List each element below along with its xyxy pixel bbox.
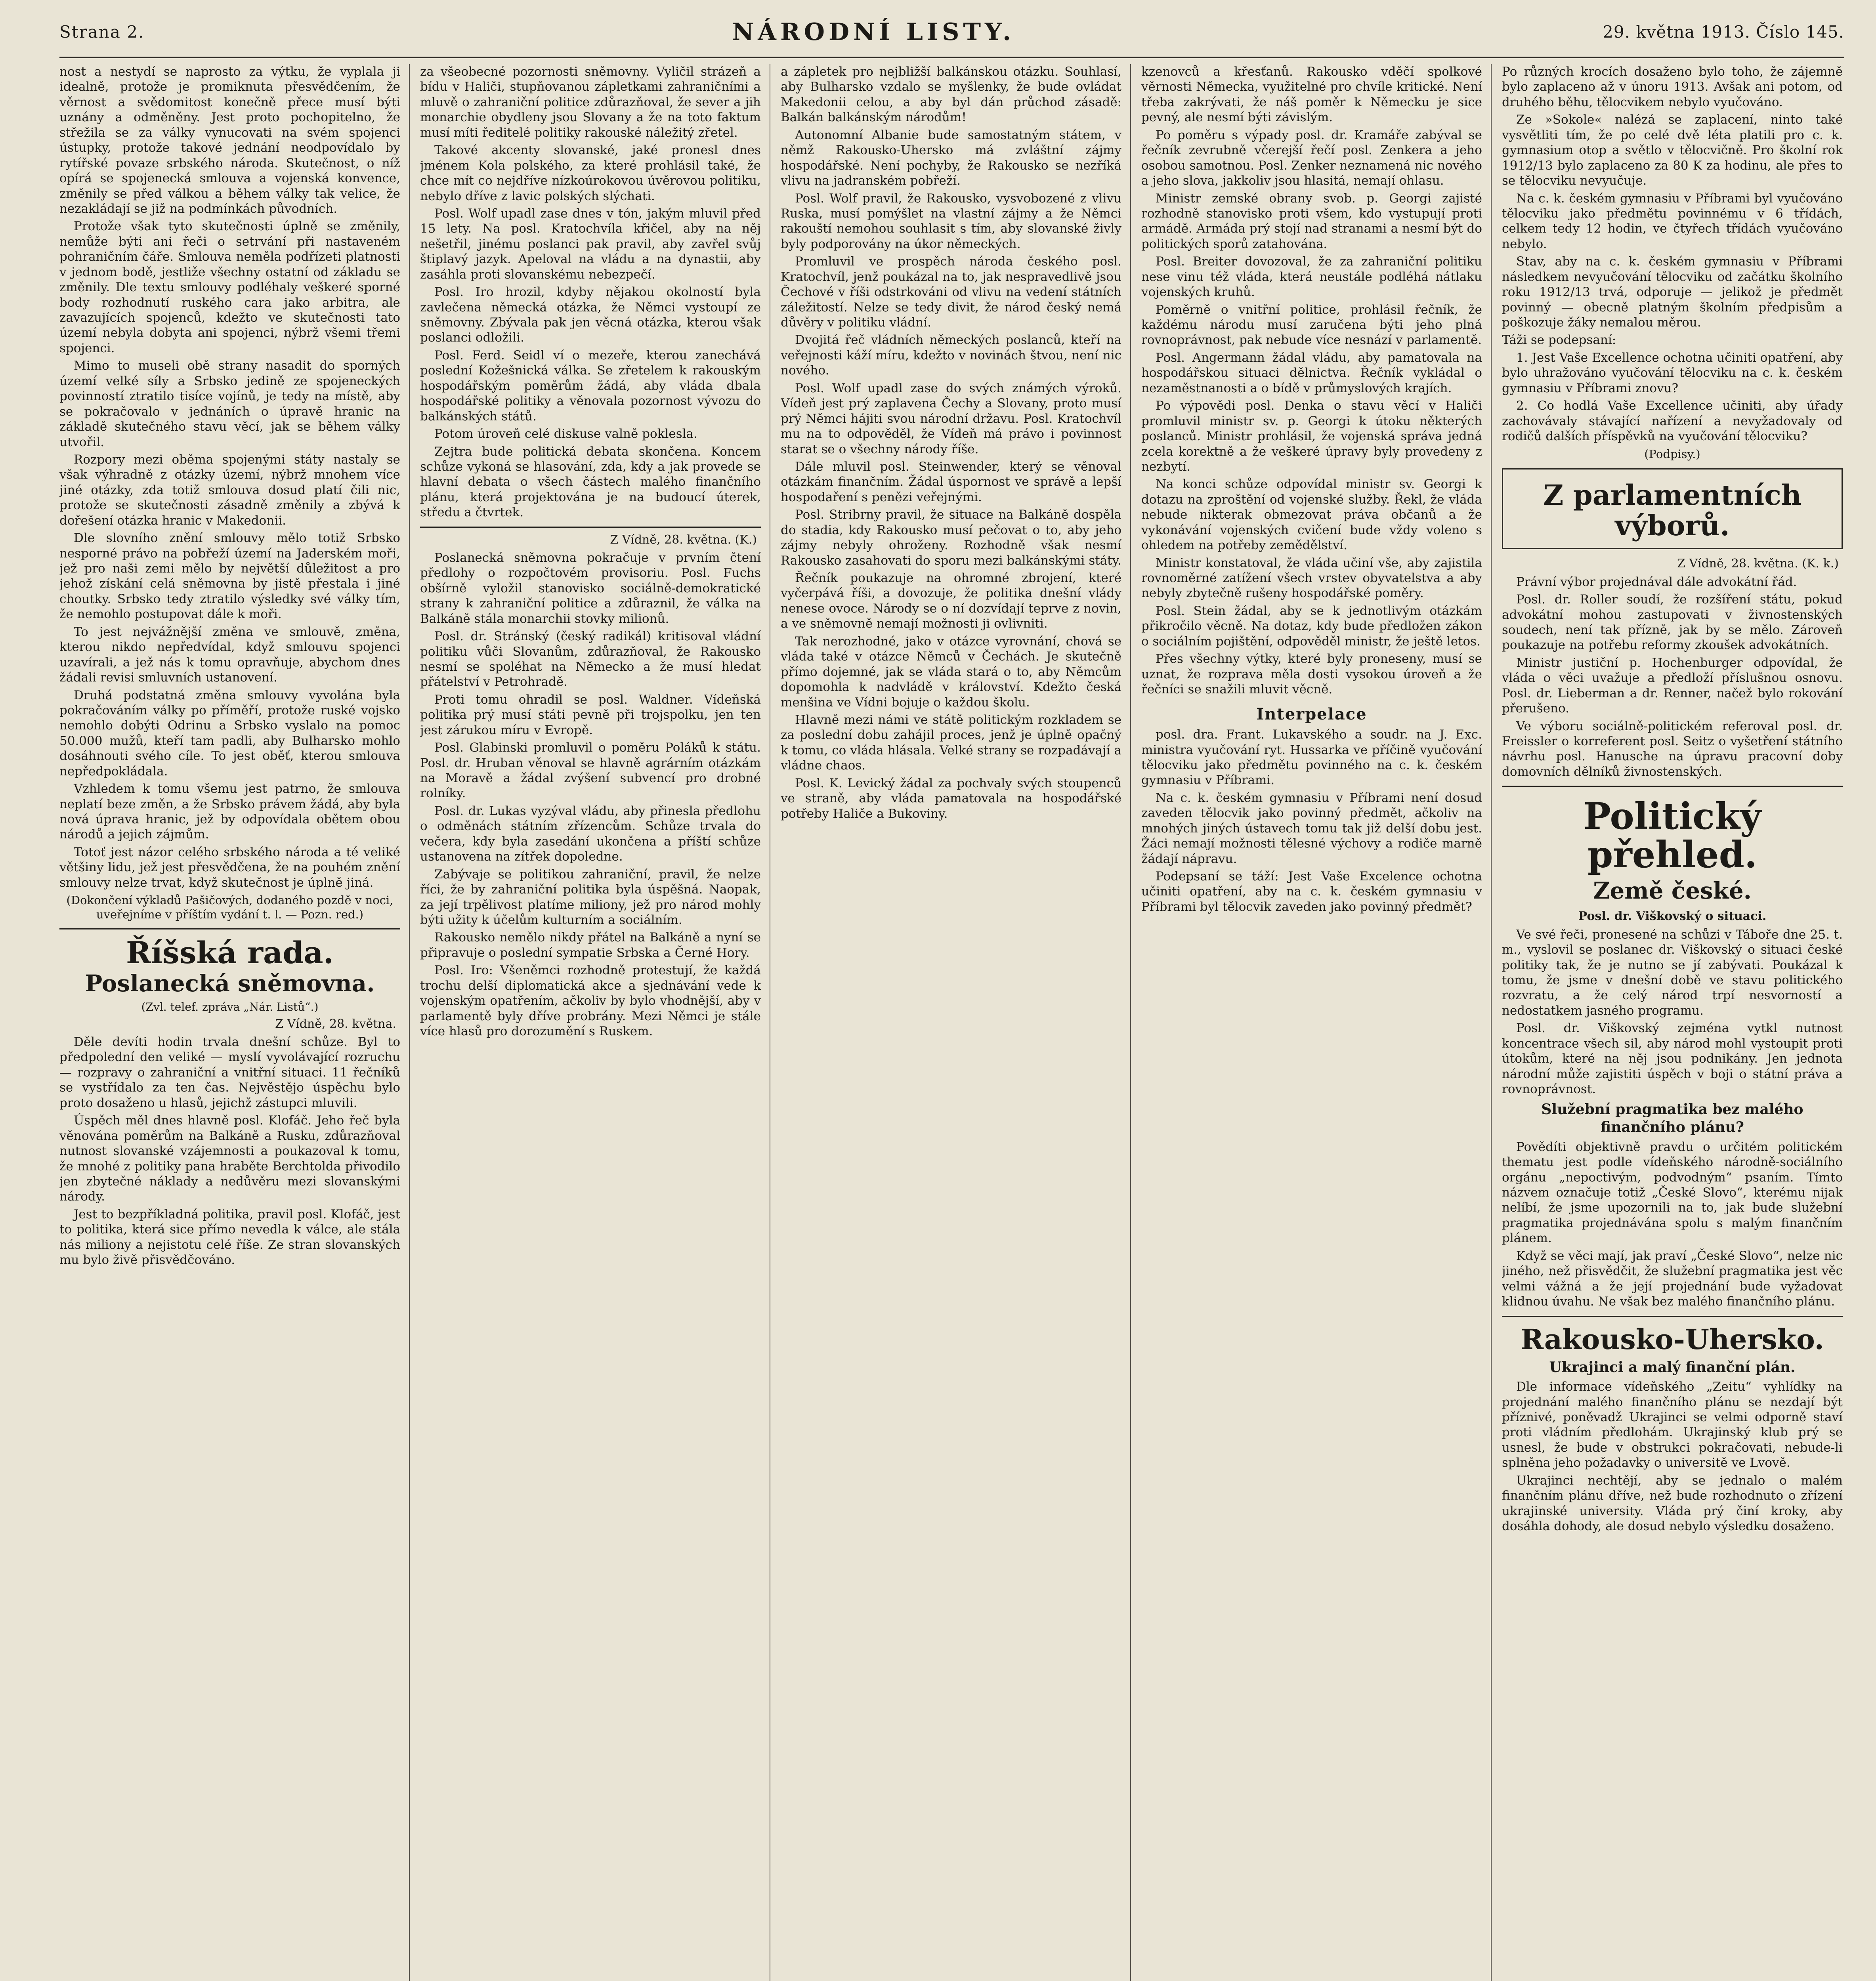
article-paragraph: Druhá podstatná změna smlouvy vyvolána byla pokračováním války po příměří, protože ruské vojsko nemohlo dobýti Odrinu a Srbsko vyslalo na pomoc 50.000 mužů, kteří tam padli, aby Bulharsko mohlo dosáhnouti svého cíle. To jest oběť, kterou smlouva nepředpokládala.	[59, 688, 400, 779]
article-paragraph: Protože však tyto skutečnosti úplně se změnily, nemůže býti ani řeči o setrvání při nastaveném pohraničním čáře. Smlouva neměla podřízeti platnosti v jednom bodě, jestliže všechny ostatní od základu se změnily. Dle textu smlouvy podléhaly veškeré sporné body rozhodnutí ruského cara jako arbitra, ale zavazujících spojenců, kdežto ve skutečnosti tato území nebyla dobyta ani spojenci, nýbrž všemi třemi spojenci.	[59, 219, 400, 355]
article-paragraph: Hlavně mezi námi ve státě politickým rozkladem se za poslední dobu zahájil proces, jenž je úplně opačný k tomu, co vláda hlásala. Velké strany se rozpadávají a vládne chaos.	[781, 712, 1121, 773]
dateline: Z Vídně, 28. května. (K. k.)	[1677, 557, 1839, 571]
column-2	[420, 64, 770, 1981]
article-paragraph: Stav, aby na c. k. českém gymnasiu v Příbrami následkem nevyučování tělocviku od začátku školního roku 1912/13 trvá, odporuje — jelikož je předmět povinný — obecně platným školním předpisům a poškozuje žáky nemalou měrou.	[1502, 254, 1843, 330]
article-paragraph: Posl. K. Levický žádal za pochvaly svých stoupenců ve straně, aby vláda pamatovala na hospodářské potřeby Haliče a Bukoviny.	[781, 776, 1121, 821]
article-paragraph: Takové akcenty slovanské, jaké pronesl dnes jménem Kola polského, za které prohlásil také, že chce mít co nejdříve nízkoúrokovou úvěrovou politiku, nebylo dříve z lavic polských slýchati.	[420, 143, 761, 203]
article-title: Služební pragmatika bez malého finančního plánu?	[1541, 1101, 1803, 1136]
article-paragraph: Po poměru s výpady posl. dr. Kramáře zabýval se řečník zevrubně včerejší řečí posl. Zenkera a jeho osobou samotnou. Posl. Zenker neznamená nic nového a jeho slova, jakkoliv jsou hlasitá, nemají ohlasu.	[1141, 128, 1482, 188]
masthead	[59, 7, 1844, 58]
article-paragraph: Posl. Iro: Všeněmci rozhodně protestují, že každá trochu delší diplomatická akce a sjednávání vede k vojenským opatřením, ačkoliv by bylo vhodnější, aby v parlamentě byly dříve probrány. Mezi Němci je stále více hlasů pro dorozumění s Ruskem.	[420, 963, 761, 1038]
article-paragraph: Zabývaje se politikou zahraniční, pravil, že nelze říci, že by zahraniční politika byla úspěšná. Naopak, za její trpělivost platíme miliony, jež pro národ mohly býti užity k účelům kulturním a sociálním.	[420, 867, 761, 927]
article-paragraph: Jest to bezpříkladná politika, pravil posl. Klofáč, jest to politika, která sice přímo nevedla k válce, ale stála nás miliony a nejistotu celé říše. Ze stran slovanských mu bylo živě přisvědčováno.	[59, 1207, 400, 1267]
editor-note: (Dokončení výkladů Pašičových, dodaného pozdě v noci, uveřejníme v příštím vydání t. l. — Pozn. red.)	[66, 893, 394, 922]
article-paragraph: Ministr justiční p. Hochenburger odpovídal, že vláda o věci uvažuje a předloží příslušnou osnovu. Posl. dr. Lieberman a dr. Renner, načež bylo rokování přerušeno.	[1502, 655, 1843, 716]
page-number: Strana 2.	[59, 22, 145, 42]
newspaper-title: NÁRODNÍ LISTY.	[732, 18, 1015, 46]
article-paragraph: Na c. k. českém gymnasiu v Příbrami byl vyučováno tělocviku jako předmětu povinnému v 6 třídách, celkem tedy 12 hodin, ve čtyřech třídách vyučováno nebylo.	[1502, 191, 1843, 251]
article-paragraph: Posl. Iro hrozil, kdyby nějakou okolností byla zavlečena německá otázka, že Němci vystoupí ze sněmovny. Zbývala pak jen věcná otázka, kterou však poslanci odložili.	[420, 285, 761, 345]
divider	[420, 527, 761, 528]
columns	[59, 64, 1843, 1981]
article-paragraph: Posl. dr. Roller soudí, že rozšíření státu, pokud advokátní mohou zastupovati v živnostenských soudech, není tak přízně, jak by se mělo. Zároveň poukazuje na potřebu reformy zkoušek advokátních.	[1502, 592, 1843, 653]
article-paragraph: za všeobecné pozornosti sněmovny. Vyličil strázeň a bídu v Haliči, stupňovanou zápletkami zahraničními a mluvě o zahraniční politice zdůrazňoval, že sever a jih monarchie obydleny jsou Slovany a že na toto faktum musí míti ředitelé politiky rakouské náležitý zřetel.	[420, 65, 761, 140]
section-heading-risska-rada: Říšská rada.	[126, 935, 334, 971]
issue-date: 29. května 1913. Číslo 145.	[1603, 22, 1844, 42]
section-heading-parlamentni-vybory: Z parlamentních výborů.	[1543, 479, 1801, 542]
article-paragraph: Totoť jest názor celého srbského národa a té veliké většiny lidu, jež jest přesvědčena, že na pouhém znění smlouvy nelze trvat, když skutečnost je úplně jiná.	[59, 845, 400, 890]
signatures-note: (Podpisy.)	[1644, 447, 1700, 461]
section-heading-interpelace: Interpelace	[1256, 704, 1367, 723]
article-title: Posl. dr. Viškovský o situaci.	[1578, 909, 1767, 924]
article-paragraph: Povědíti objektivně pravdu o určitém politickém thematu jest podle vídeňského národně-sociálního orgánu „nepoctivým, podvodným“ psaním. Tímto názvem označuje totiž „České Slovo“, kterému nijak nelíbí, že jsme upozornili na to, jak bude služební pragmatika projednávána spolu s malým finančním plánem.	[1502, 1139, 1843, 1246]
article-paragraph: To jest nejvážnější změna ve smlouvě, změna, kterou nikdo nepředvídal, když smlouvu spojenci uzavírali, a jež nás k tomu opravňuje, abychom dnes žádali revisi smluvních ustanovení.	[59, 624, 400, 685]
article-paragraph: a zápletek pro nejbližší balkánskou otázku. Souhlasí, aby Bulharsko vzdalo se myšlenky, že bude ovládat Makedonii celou, a aby byl dán průchod zásadě: Balkán balkánským národům!	[781, 65, 1121, 125]
column-3	[781, 64, 1131, 1981]
article-paragraph: Posl. Wolf upadl zase do svých známých výroků. Vídeň jest prý zaplavena Čechy a Slovany, proto musí prý Němci hájiti svou národní državu. Posl. Kratochvíl mu na to odpověděl, že Vídeň má právo i povinnost starat se o všechny národy říše.	[781, 381, 1121, 456]
article-paragraph: Posl. Wolf upadl zase dnes v tón, jakým mluvil před 15 lety. Na posl. Kratochvíla křičel, aby na něj nešetřil, jinému poslanci pak pravil, aby zavřel svůj štiplavý jazyk. Apeloval na vládu a na dynastii, aby zasáhla proti slovanskému nebezpečí.	[420, 206, 761, 282]
article-paragraph: 1. Jest Vaše Excellence ochotna učiniti opatření, aby bylo uhražováno vyučování tělocviku na c. k. českém gymnasiu v Příbrami znovu?	[1502, 350, 1843, 395]
article-paragraph: nost a nestydí se naprosto za výtku, že vyplala ji idealně, protože je promiknuta přesvědčením, že věrnost a svědomitost konečně přece musí býti uznány a odměněny. Jest proto pochopitelno, že střežila se za války vynucovati na svém spojenci ústupky, protože takové jednání neodpovídalo by rytířské povaze srbského národa. Skutečnost, o níž opírá se spojenecká smlouva a vojenská konvence, změnily se před válkou a během války tak velice, že nezakládají se již na podmínkách původních.	[59, 65, 400, 216]
article-paragraph: Dle slovního znění smlouvy mělo totiž Srbsko nesporné právo na pobřeží území na Jaderském moři, jež pro naši zemi mělo by největší důležitost a pro jehož získání celá sněmovna by jistě přestala i jiné choutky. Srbsko tedy ztratilo výsledky své války tím, že nemohlo postupovat dále k moři.	[59, 531, 400, 622]
article-paragraph: Po různých krocích dosaženo bylo toho, že zájemně bylo zaplaceno až v únoru 1913. Avšak ani potom, od druhého běhu, tělocvikem nebylo vyučováno.	[1502, 65, 1843, 109]
article-paragraph: kzenovců a křesťanů. Rakousko vděčí spolkové věrnosti Německa, využitelné pro chvíle kritické. Není třeba zakrývati, že náš poměr k Německu je sice pevný, ale nesmí býti závislým.	[1141, 65, 1482, 125]
article-paragraph: Ze »Sokole« nalézá se zaplacení, ninto také vysvětliti tím, že po celé dvě léta platili pro c. k. gymnasium otop a světlo v tělocvičně. Pro školní rok 1912/13 bylo zaplaceno za 80 K za hodinu, ale přes to se tělocviku nevyučuje.	[1502, 113, 1843, 188]
article-paragraph: Proti tomu ohradil se posl. Waldner. Vídeňská politika prý musí státi pevně při trojspolku, jen ten jest zárukou míru v Evropě.	[420, 692, 761, 737]
article-paragraph: Na c. k. českém gymnasiu v Příbrami není dosud zaveden tělocvik jako povinný předmět, ačkoliv na mnohých jiných ústavech tomu tak již delší dobu jest. Žáci nemají možnosti tělesné výchovy a rodiče marně žádají nápravu.	[1141, 790, 1482, 866]
article-paragraph: Po výpovědi posl. Denka o stavu věcí v Haliči promluvil ministr sv. p. Georgi k útoku některých poslanců. Ministr prohlásil, že vojenská správa jedná zcela korektně a že veškeré úpravy byly provedeny z nezbytí.	[1141, 399, 1482, 474]
article-paragraph: posl. dra. Frant. Lukavského a soudr. na J. Exc. ministra vyučování ryt. Hussarka ve příčině vyučování tělocviku jako předmětu povinného na c. k. českém gymnasiu v Příbrami.	[1141, 727, 1482, 788]
article-paragraph: Když se věci mají, jak praví „České Slovo“, nelze nic jiného, než přisvědčit, že služební pragmatika jest věc velmi vážná a že její projednání bude vyžadovat klidnou úvahu. Ne však bez malého finančního plánu.	[1502, 1248, 1843, 1309]
article-paragraph: Rozpory mezi oběma spojenými státy nastaly se však výhradně z otázky území, nýbrž mnohem více jiné otázky, zda totiž smlouva dosud platí čili nic, protože se skutečnosti zásadně změnily a zbývá k dořešení otázka hranic v Makedonii.	[59, 452, 400, 528]
article-paragraph: Na konci schůze odpovídal ministr sv. Georgi k dotazu na zproštění od vojenské služby. Řekl, že vláda nebude nikterak obmezovat práva občanů a že vykonávání vojenských cvičení bude vždy voleno s ohledem na potřeby zemědělství.	[1141, 477, 1482, 553]
article-paragraph: Mimo to museli obě strany nasadit do sporných území velké síly a Srbsko jedině ze spojeneckých povinností ztratilo tisíce vojínů, je tedy na místě, aby se pokračovalo v jednáních o úpravě hranic na základě skutečného stavu věcí, jak se během války utvořil.	[59, 359, 400, 449]
article-paragraph: Děle devíti hodin trvala dnešní schůze. Byl to předpolední den veliké — myslí vyvolávající rozruchu — rozpravy o zahraniční a vnitřní situaci. 11 řečníků se vystřídalo za ten čas. Nejvěstějo úspěchu bylo proto dosaženo u hlasů, jejichž zástupci mluvili.	[59, 1035, 400, 1110]
article-paragraph: Posl. Angermann žádal vládu, aby pamatovala na hospodářskou situaci dělnictva. Řečník vykládal o nezaměstnanosti a o bídě v průmyslových krajích.	[1141, 350, 1482, 395]
article-paragraph: Zejtra bude politická debata skončena. Koncem schůze vykoná se hlasování, zda, kdy a jak provede se hlavní debata o všech částech malého finančního plánu, která projektována je na budoucí úterek, středu a čtvrtek.	[420, 444, 761, 520]
article-paragraph: Táži se podepsaní:	[1502, 333, 1616, 347]
article-paragraph: Vzhledem k tomu všemu jest patrno, že smlouva neplatí beze změn, a že Srbsko právem žádá, aby byla nová úprava hranic, jež by odpovídala obětem obou národů a jejich zájmům.	[59, 782, 400, 842]
article-paragraph: Posl. Breiter dovozoval, že za zahraniční politiku nese vinu též vláda, která neustále podléhá nátlaku vojenských kruhů.	[1141, 254, 1482, 300]
article-paragraph: Posl. dr. Viškovský zejména vytkl nutnost koncentrace všech sil, aby národ mohl vystoupit proti útokům, které na něj jsou podnikány. Jen jednota národní může zajistiti úspěch v boji o státní práva a rovnoprávnost.	[1502, 1021, 1843, 1097]
article-paragraph: Posl. dr. Stránský (český radikál) kritisoval vládní politiku vůči Slovanům, zdůrazňoval, že Rakousko nesmí se spoléhat na Německo a že musí hledat přátelství v Petrohradě.	[420, 629, 761, 689]
divider	[1502, 1316, 1843, 1317]
article-paragraph: Ve své řeči, pronesené na schůzi v Táboře dne 25. t. m., vyslovil se poslanec dr. Viškovský o situaci české politiky tak, že je nutno se jí zabývati. Poukázal k tomu, že jsme v dnešní době ve stavu politického rozvratu, a že celý národ trpí nesvorností a nedostatkem jasného programu.	[1502, 927, 1843, 1018]
article-paragraph: Ministr konstatoval, že vláda učiní vše, aby zajistila rovnoměrné zatížení všech vrstev obyvatelstva a aby nebyly zbytečně rušeny hospodářské poměry.	[1141, 555, 1482, 601]
article-paragraph: Přes všechny výtky, které byly proneseny, musí se uznat, že rozprava měla dosti vysokou úroveň a že řečníci se snažili mluvit věcně.	[1141, 652, 1482, 697]
divider	[59, 928, 400, 929]
article-paragraph: Ukrajinci nechtějí, aby se jednalo o malém finančním plánu dříve, než bude rozhodnuto o zřízení ukrajinské university. Vláda prý činí kroky, aby dosáhla dohody, ale dosud nebylo výsledku dosaženo.	[1502, 1473, 1843, 1534]
article-paragraph: Tak nerozhodné, jako v otázce vyrovnání, chová se vláda také v otázce Němců v Čechách. Je skutečně přímo dojemné, jak se vláda stará o to, aby Němcům dopomohla k nadvládě v království. Kdežto česká menšina ve Vídni bojuje o každou školu.	[781, 634, 1121, 710]
article-paragraph: Rakousko nemělo nikdy přátel na Balkáně a nyní se připravuje o poslední sympatie Srbska a Černé Hory.	[420, 930, 761, 960]
article-paragraph: Ve výboru sociálně-politickém referoval posl. dr. Freissler o korreferent posl. Seitz o vyšetření státního návrhu posl. Hanusche na úpravu pracovní doby domovních dělníků živnostenských.	[1502, 719, 1843, 779]
article-paragraph: Potom úroveň celé diskuse valně poklesla.	[434, 427, 697, 441]
article-paragraph: Posl. Stribrny pravil, že situace na Balkáně dospěla do stadia, kdy Rakousko musí pečovat o to, aby jeho zájmy nebyly ohroženy. Rozhodně však nesmí Rakousko zasahovati do sporu mezi balkánskými státy.	[781, 508, 1121, 568]
article-paragraph: Posl. Ferd. Seidl ví o mezeře, kterou zanechává poslední Kožešnická válka. Se zřetelem k rakouským hospodářským poměrům žádá, aby vláda dbala hospodářské politiky a věnovala pozornost vývozu do balkánských států.	[420, 348, 761, 424]
section-heading-rakousko-uhersko: Rakousko-Uhersko.	[1521, 1323, 1824, 1356]
article-paragraph: Řečník poukazuje na ohromné zbrojení, které vyčerpává říši, a dovozuje, že politika dnešní vlády nenese ovoce. Národy se o ní dozvídají teprve z novin, a ve sněmovně nemají možnosti ji ovlivniti.	[781, 571, 1121, 631]
committees-box	[1502, 468, 1843, 549]
article-paragraph: Posl. Stein žádal, aby se k jednotlivým otázkám přikročilo věcně. Na dotaz, kdy bude předložen zákon o sociálním pojištění, odpověděl ministr, že ještě letos.	[1141, 603, 1482, 649]
article-paragraph: Dvojitá řeč vládních německých poslanců, kteří na veřejnosti káží míru, kdežto v novinách štvou, není nic nového.	[781, 333, 1121, 378]
article-paragraph: Autonomní Albanie bude samostatným státem, v němž Rakousko-Uhersko má zvláštní zájmy hospodářské. Není pochyby, že Rakousko se nezříká vlivu na jadranském pobřeží.	[781, 128, 1121, 188]
article-title: Ukrajinci a malý finanční plán.	[1549, 1359, 1796, 1376]
article-paragraph: Poslanecká sněmovna pokračuje v prvním čtení předlohy o rozpočtovém provisoriu. Posl. Fuchs obšírně vyložil stanovisko sociálně-demokratické strany k zahraniční politice a zdůraznil, že válka na Balkáně stála monarchii stovky milionů.	[420, 550, 761, 626]
article-paragraph: Poměrně o vnitřní politice, prohlásil řečník, že každému národu musí zaručena býti jeho plná rovnoprávnost, pak nebude více nesnází v parlamentě.	[1141, 302, 1482, 347]
article-paragraph: Posl. dr. Lukas vyzýval vládu, aby přinesla předlohu o odměnách státním zřízencům. Schůze trvala do večera, kdy byla zasedání ukončena a příští schůze ustanovena na zítřek dopoledne.	[420, 803, 761, 864]
section-subheading-poslanecka-snemovna: Poslanecká sněmovna.	[85, 970, 375, 997]
article-paragraph: Dle informace vídeňského „Zeitu“ vyhlídky na projednání malého finančního plánu se nezdají být příznivé, poněvadž Ukrajinci se velmi odporně staví proti vládním předlohám. Ukrajinský klub prý se usnesl, že bude v obstrukci pokračovati, nebude-li splněna jeho požadavky o universitě ve Lvově.	[1502, 1380, 1843, 1470]
article-paragraph: 2. Co hodlá Vaše Excellence učiniti, aby úřady zachovávaly stávající nařízení a nevyžadovaly od rodičů dalších příspěvků na vyučování tělocviku?	[1502, 399, 1843, 444]
article-paragraph: Ministr zemské obrany svob. p. Georgi zajisté rozhodně stanovisko proti všem, kdo vystupují proti armádě. Armáda prý stojí nad stranami a nesmí být do politických sporů zatahována.	[1141, 191, 1482, 251]
subsection-heading-zeme-ceske: Země české.	[1593, 877, 1752, 904]
article-paragraph: Dále mluvil posl. Steinwender, který se věnoval otázkám finančním. Žádal úspornost ve správě a lepší hospodaření s penězi veřejnými.	[781, 459, 1121, 504]
column-4	[1141, 64, 1492, 1981]
divider	[1502, 786, 1843, 787]
article-paragraph: Posl. Glabinski promluvil o poměru Poláků k státu. Posl. dr. Hruban věnoval se hlavně agrárním otázkám na Moravě a žádal zvýšení subvencí pro drobné rolníky.	[420, 740, 761, 801]
article-paragraph: Podepsaní se táží: Jest Vaše Excelence ochotna učiniti opatření, aby na c. k. českém gymnasiu v Příbrami byl tělocvik zaveden jako povinný předmět?	[1141, 869, 1482, 914]
dateline: Z Vídně, 28. května.	[275, 1017, 396, 1031]
column-5	[1502, 64, 1843, 1981]
column-1	[59, 64, 410, 1981]
article-paragraph: Úspěch měl dnes hlavně posl. Klofáč. Jeho řeč byla věnována poměrům na Balkáně a Rusku, zdůrazňoval nutnost slovanské vzájemnosti a poukazoval k tomu, že mnohé z politiky pana hraběte Berchtolda přivodilo jen zbytečné náklady a nedůvěru mezi slovanskými národy.	[59, 1113, 400, 1204]
article-paragraph: Právní výbor projednával dále advokátní řád.	[1516, 574, 1797, 589]
article-paragraph: Promluvil ve prospěch národa českého posl. Kratochvíl, jenž poukázal na to, jak nespravedlivě jsou Čechové v říši odstrkováni od vlivu na vedení státních záležitostí. Nelze se tedy divit, že národ český nemá důvěry v politiku vládní.	[781, 254, 1121, 330]
dateline: Z Vídně, 28. května. (K.)	[610, 532, 757, 547]
telephone-report-note: (Zvl. telef. zpráva „Nár. Listů“.)	[141, 1000, 319, 1014]
article-paragraph: Posl. Wolf pravil, že Rakousko, vysvobozené z vlivu Ruska, musí pomýšlet na vlastní zájmy a že Němci rakouští nemohou souhlasit s tím, aby slovanské živly byly podporovány na úkor německých.	[781, 191, 1121, 251]
section-heading-politicky-prehled: Politický přehled.	[1583, 795, 1761, 876]
